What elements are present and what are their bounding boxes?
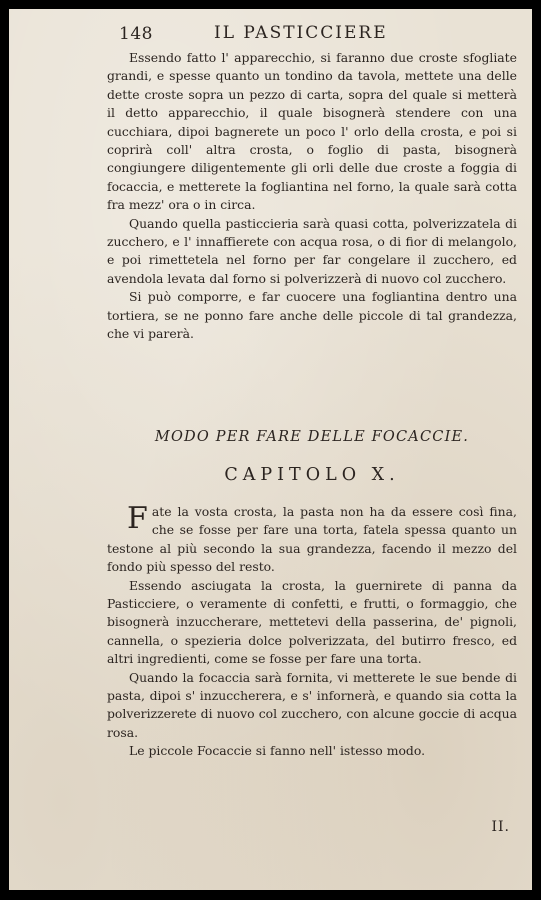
page-number: 148 [119,24,153,44]
first-paragraph [107,503,517,577]
book-page [9,9,532,890]
paragraph: Essendo asciugata la crosta, la guernirete di panna da Pasticciere, o veramente di confetti, e frutti, o formaggio, che bisognerà inzuccherare, mettetevi della passerina, de' pignoli, cannella, o spezieria dolce polverizzata, del butirro fresco, ed altri ingredienti, come se fosse per fare una torta. [107,577,517,667]
paragraph: Quando quella pasticcieria sarà quasi cotta, polverizzatela di zucchero, e l' innaffierete con acqua rosa, o di fior di melangolo, e poi rimettetela nel forno per far congelare il zucchero, ed avendola levata dal forno si polverizzerà di nuovo col zucchero. [107,215,517,286]
text-block-top [107,49,517,344]
running-title: IL PASTICCIERE [214,23,388,43]
text-block-bottom [107,503,517,761]
catchword: II. [491,819,510,835]
paragraph: Quando la focaccia sarà fornita, vi metterete le sue bende di pasta, dipoi s' inzuccherera, e s' infornerà, e quando sia cotta la polverizzerete di nuovo col zucchero, con alcune goccie di acqua rosa. [107,669,517,740]
chapter-title: CAPITOLO X. [224,465,400,485]
section-title: MODO PER FARE DELLE FOCACCIE. [154,429,470,445]
drop-cap: F [127,501,148,536]
first-paragraph-text: ate la vosta crosta, la pasta non ha da essere così fina, che se fosse per fare una torta, fatela spessa quanto un testone al più secondo la sua grandezza, facendo il mezzo del fondo più spesso del resto. [107,504,517,575]
paragraph: Essendo fatto l' apparecchio, si faranno due croste sfogliate grandi, e spesse quanto un tondino da tavola, mettete una delle dette croste sopra un pezzo di carta, sopra del quale si metterà il detto apparecchio, il quale bisognerà stendere con una cucchiara, dipoi bagnerete un poco l' orlo della crosta, e poi si coprirà coll' altra crosta, o foglio di pasta, bisognerà congiungere diligentemente gli orli delle due croste a foggia di focaccia, e metterete la fogliantina nel forno, la quale sarà cotta fra mezz' ora o in circa. [107,50,517,213]
paragraph: Si può comporre, e far cuocere una fogliantina dentro una tortiera, se ne ponno fare anche delle piccole di tal grandezza, che vi parerà. [107,289,517,342]
paragraph: Le piccole Focaccie si fanno nell' istesso modo. [129,743,426,759]
page-header [9,23,532,45]
